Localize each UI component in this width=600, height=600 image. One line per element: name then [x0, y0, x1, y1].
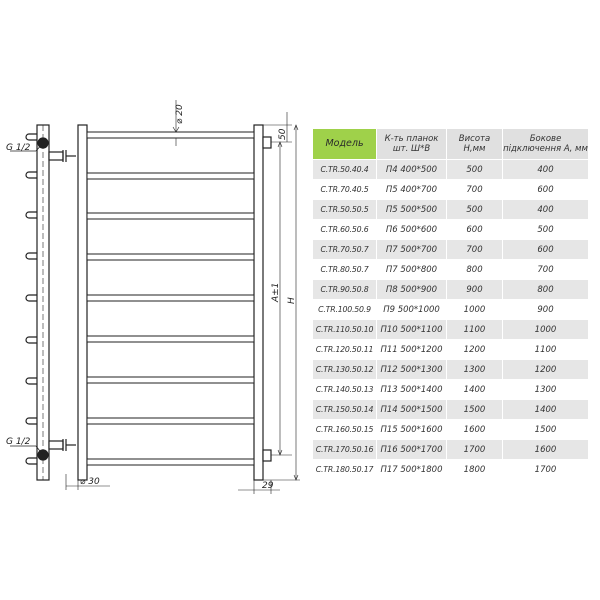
header-bars: К-ть планок шт. Ш*В	[377, 129, 447, 160]
cell-height: 900	[447, 280, 503, 300]
cell-height: 800	[447, 260, 503, 280]
table-row	[313, 180, 589, 200]
cell-model: C.TR.70.50.7	[313, 240, 377, 260]
crossbars	[87, 132, 254, 465]
cell-height: 1500	[447, 400, 503, 420]
cell-side: 800	[503, 280, 589, 300]
cell-side: 1100	[503, 340, 589, 360]
cell-height: 500	[447, 160, 503, 180]
dim-h-label: H	[287, 297, 297, 304]
cell-side: 1000	[503, 320, 589, 340]
thread-label-top: G 1/2	[6, 143, 31, 153]
cell-height: 1800	[447, 460, 503, 480]
cell-bars: П4 400*500	[377, 160, 447, 180]
cell-height: 1700	[447, 440, 503, 460]
table-body	[313, 160, 589, 480]
cell-bars: П6 500*600	[377, 220, 447, 240]
cell-side: 1400	[503, 400, 589, 420]
tube-diameter-label: ⌀ 20	[175, 104, 185, 124]
offset-label: 50	[278, 128, 288, 140]
table-row	[313, 260, 589, 280]
cell-model: C.TR.100.50.9	[313, 300, 377, 320]
cell-side: 700	[503, 260, 589, 280]
cell-height: 1300	[447, 360, 503, 380]
cell-bars: П14 500*1500	[377, 400, 447, 420]
cell-model: C.TR.110.50.10	[313, 320, 377, 340]
header-height: Висота Н,мм	[447, 129, 503, 160]
table-row	[313, 160, 589, 180]
header-side: Бокове підключення А, мм	[503, 129, 589, 160]
table-row	[313, 340, 589, 360]
cell-bars: П15 500*1600	[377, 420, 447, 440]
cell-height: 500	[447, 200, 503, 220]
cell-bars: П13 500*1400	[377, 380, 447, 400]
cell-height: 1400	[447, 380, 503, 400]
table-row	[313, 420, 589, 440]
cell-bars: П8 500*900	[377, 280, 447, 300]
table-row	[313, 460, 589, 480]
cell-height: 1100	[447, 320, 503, 340]
dim-a-label: A±1	[271, 282, 281, 302]
cell-side: 1600	[503, 440, 589, 460]
cell-model: C.TR.150.50.14	[313, 400, 377, 420]
cell-side: 600	[503, 240, 589, 260]
table-row	[313, 360, 589, 380]
cell-side: 1300	[503, 380, 589, 400]
cell-height: 1200	[447, 340, 503, 360]
cell-model: C.TR.60.50.6	[313, 220, 377, 240]
cell-model: C.TR.80.50.7	[313, 260, 377, 280]
cell-bars: П5 400*700	[377, 180, 447, 200]
table-row	[313, 440, 589, 460]
front-view	[78, 100, 300, 494]
cell-bars: П17 500*1800	[377, 460, 447, 480]
cell-height: 600	[447, 220, 503, 240]
cell-bars: П7 500*700	[377, 240, 447, 260]
cell-side: 600	[503, 180, 589, 200]
cell-bars: П16 500*1700	[377, 440, 447, 460]
cell-model: C.TR.170.50.16	[313, 440, 377, 460]
cell-side: 1200	[503, 360, 589, 380]
cell-height: 700	[447, 180, 503, 200]
cell-side: 400	[503, 160, 589, 180]
table-row	[313, 300, 589, 320]
cell-model: C.TR.90.50.8	[313, 280, 377, 300]
cell-model: C.TR.50.40.4	[313, 160, 377, 180]
cell-bars: П5 500*500	[377, 200, 447, 220]
cell-bars: П7 500*800	[377, 260, 447, 280]
cell-side: 1700	[503, 460, 589, 480]
cell-model: C.TR.130.50.12	[313, 360, 377, 380]
depth-label: 29	[262, 481, 274, 491]
cell-side: 400	[503, 200, 589, 220]
cell-side: 500	[503, 220, 589, 240]
cell-model: C.TR.160.50.15	[313, 420, 377, 440]
cell-bars: П10 500*1100	[377, 320, 447, 340]
cell-model: C.TR.140.50.13	[313, 380, 377, 400]
pipe-diameter-label: ⌀ 30	[80, 477, 100, 487]
table-row	[313, 240, 589, 260]
cell-side: 1500	[503, 420, 589, 440]
table-row	[313, 280, 589, 300]
cell-height: 1000	[447, 300, 503, 320]
table-row	[313, 220, 589, 240]
cell-model: C.TR.120.50.11	[313, 340, 377, 360]
cell-bars: П12 500*1300	[377, 360, 447, 380]
cell-model: C.TR.50.50.5	[313, 200, 377, 220]
table-row	[313, 320, 589, 340]
table-row	[313, 380, 589, 400]
cell-height: 1600	[447, 420, 503, 440]
thread-label-bottom: G 1/2	[6, 437, 31, 447]
table-row	[313, 400, 589, 420]
specification-table	[312, 128, 589, 480]
side-view	[10, 125, 110, 490]
cell-model: C.TR.70.40.5	[313, 180, 377, 200]
table-row	[313, 200, 589, 220]
header-model: Модель	[313, 129, 377, 160]
table-header-row	[313, 129, 589, 160]
cell-bars: П11 500*1200	[377, 340, 447, 360]
cell-model: C.TR.180.50.17	[313, 460, 377, 480]
cell-bars: П9 500*1000	[377, 300, 447, 320]
cell-height: 700	[447, 240, 503, 260]
side-view-bar-stubs	[26, 134, 37, 464]
cell-side: 900	[503, 300, 589, 320]
